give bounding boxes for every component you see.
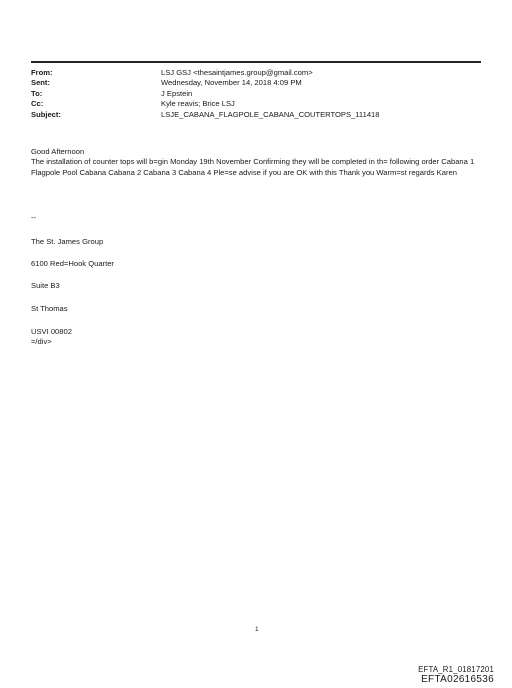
greeting: Good Afternoon <box>31 147 85 156</box>
signature-suite: Suite B3 <box>31 281 60 290</box>
cc-label: Cc: <box>31 99 44 109</box>
page-number: 1 <box>255 626 259 633</box>
subject-row <box>31 110 380 120</box>
header-rule <box>31 61 481 63</box>
to-label: To: <box>31 88 43 98</box>
sent-row <box>31 78 380 88</box>
subject-label: Subject: <box>31 109 61 119</box>
sent-value: Wednesday, November 14, 2018 4:09 PM <box>161 78 302 88</box>
signature-tag: =/div> <box>31 337 52 346</box>
signature-separator: -- <box>31 213 37 222</box>
bates-number-large: EFTA02616536 <box>421 674 494 685</box>
cc-value: Kyle reavis; Brice LSJ <box>161 99 235 109</box>
signature-city: St Thomas <box>31 304 68 313</box>
signature-address: 6100 Red=Hook Quarter <box>31 259 114 268</box>
subject-value: LSJE_CABANA_FLAGPOLE_CABANA_COUTERTOPS_111418 <box>161 109 380 119</box>
signature-zip: USVI 00802 <box>31 327 72 336</box>
message-text: The installation of counter tops will b=gin Monday 19th November Confirming they will be completed in th= following order Cabana 1 Flagpole Pool Cabana Cabana 2 Cabana 3 Cabana 4 Ple=se advise if you are OK with this Thank you Warm=st regards Karen <box>31 157 475 177</box>
from-row <box>31 68 380 78</box>
from-label: From: <box>31 68 53 77</box>
bates-number-small: EFTA_R1_01817201 <box>418 665 494 674</box>
email-header <box>31 68 380 120</box>
to-value: J Epstein <box>161 88 193 98</box>
signature-company: The St. James Group <box>31 237 104 246</box>
to-row <box>31 89 380 99</box>
cc-row <box>31 99 380 109</box>
from-value: LSJ GSJ <thesaintjames.group@gmail.com> <box>161 68 313 77</box>
sent-label: Sent: <box>31 78 50 88</box>
email-body <box>31 147 486 178</box>
